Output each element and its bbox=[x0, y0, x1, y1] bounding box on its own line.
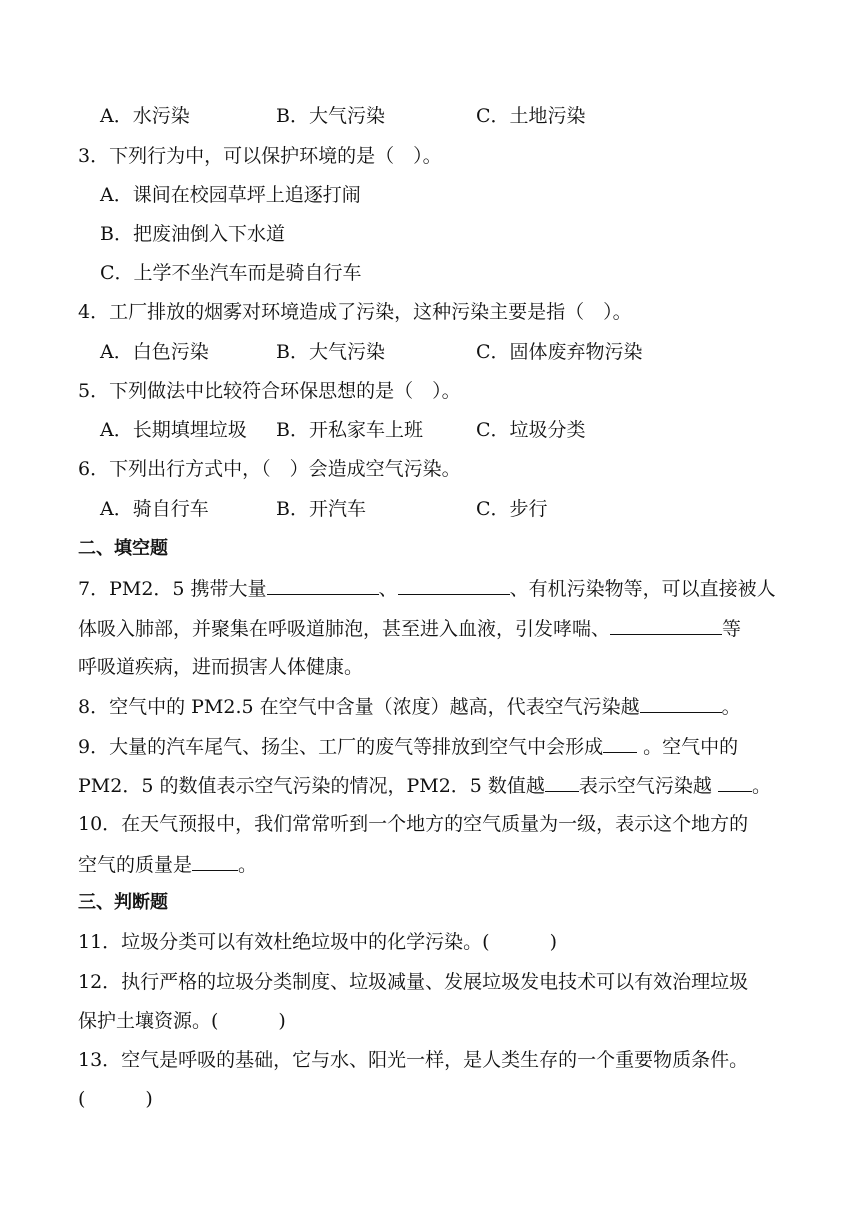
q3-option-c: C．上学不坐汽车而是骑自行车 bbox=[100, 262, 362, 284]
q7-line2 bbox=[78, 616, 788, 641]
q10-blank[interactable] bbox=[192, 852, 238, 871]
q9-text-line2c: 。 bbox=[751, 775, 771, 797]
q5-option-a: A．长期填埋垃圾 bbox=[100, 419, 247, 441]
q2-option-b: B．大气污染 bbox=[276, 105, 385, 127]
q13-line2 bbox=[78, 1087, 788, 1111]
q7-text-line2a: 体吸入肺部，并聚集在呼吸道肺泡，甚至进入血液，引发哮喘、 bbox=[78, 618, 611, 640]
q4-option-a: A．白色污染 bbox=[100, 341, 209, 363]
section-heading-judgment: 三、判断题 bbox=[78, 892, 168, 913]
q12-text-a: 保护土壤资源。( bbox=[78, 1010, 219, 1032]
q3-option-b: B．把废油倒入下水道 bbox=[100, 223, 285, 245]
q9-line1 bbox=[78, 734, 788, 759]
q8-line bbox=[78, 694, 788, 719]
q4-option-c: C．固体废弃物污染 bbox=[476, 341, 643, 363]
q7-blank-2[interactable] bbox=[398, 576, 510, 595]
q7-text-c: 、有机污染物等，可以直接被人 bbox=[509, 578, 776, 600]
q4-stem: 4．工厂排放的烟雾对环境造成了污染，这种污染主要是指（ ）。 bbox=[78, 301, 632, 323]
q2-option-c: C．土地污染 bbox=[476, 105, 586, 127]
q9-text-a: 9．大量的汽车尾气、扬尘、工厂的废气等排放到空气中会形成 bbox=[78, 736, 604, 758]
q9-text-line2a: PM2．5 的数值表示空气污染的情况，PM2．5 数值越 bbox=[78, 775, 545, 797]
q7-blank-1[interactable] bbox=[267, 576, 379, 595]
q12-line2 bbox=[78, 1009, 788, 1033]
q5-stem: 5．下列做法中比较符合环保思想的是（ ）。 bbox=[78, 380, 461, 402]
q13-text-a: ( bbox=[78, 1088, 86, 1110]
q9-blank-3[interactable] bbox=[718, 773, 752, 792]
q10-text-a: 空气的质量是 bbox=[78, 854, 193, 876]
q5-option-c: C．垃圾分类 bbox=[476, 419, 586, 441]
q9-blank-2[interactable] bbox=[545, 773, 579, 792]
q8-blank[interactable] bbox=[640, 694, 722, 713]
q9-line2 bbox=[78, 773, 788, 798]
section-heading-fill-in: 二、填空题 bbox=[78, 538, 168, 559]
q7-text-a: 7．PM2．5 携带大量 bbox=[78, 578, 267, 600]
q11-line bbox=[78, 930, 788, 954]
q6-stem: 6．下列出行方式中，（ ）会造成空气污染。 bbox=[78, 458, 461, 480]
q6-option-b: B．开汽车 bbox=[276, 498, 366, 520]
q7-text-line2b: 等 bbox=[722, 618, 742, 640]
q10-line2 bbox=[78, 852, 788, 877]
q7-blank-3[interactable] bbox=[610, 616, 722, 635]
q9-blank-1[interactable] bbox=[603, 734, 637, 753]
q10-line1: 10．在天气预报中，我们常常听到一个地方的空气质量为一级，表示这个地方的 bbox=[78, 813, 749, 835]
q9-text-line2b: 表示空气污染越 bbox=[578, 775, 712, 797]
q7-line3: 呼吸道疾病，进而损害人体健康。 bbox=[78, 656, 364, 678]
q7-text-b: 、 bbox=[378, 578, 398, 600]
q7-line1 bbox=[78, 576, 788, 601]
q12-text-b: ) bbox=[278, 1010, 286, 1032]
q8-text-a: 8．空气中的 PM2.5 在空气中含量（浓度）越高，代表空气污染越 bbox=[78, 696, 640, 718]
q12-line1: 12．执行严格的垃圾分类制度、垃圾减量、发展垃圾发电技术可以有效治理垃圾 bbox=[78, 971, 749, 993]
q6-option-c: C．步行 bbox=[476, 498, 548, 520]
q3-option-a: A．课间在校园草坪上追逐打闹 bbox=[100, 184, 361, 206]
q10-text-b: 。 bbox=[238, 854, 258, 876]
q5-option-b: B．开私家车上班 bbox=[276, 419, 423, 441]
q6-option-a: A．骑自行车 bbox=[100, 498, 209, 520]
q13-text-b: ) bbox=[145, 1088, 153, 1110]
q11-text-b: ) bbox=[549, 931, 558, 953]
q2-option-a: A．水污染 bbox=[100, 105, 190, 127]
q11-text-a: 11．垃圾分类可以有效杜绝垃圾中的化学污染。( bbox=[78, 931, 490, 953]
q9-text-b: 。空气中的 bbox=[643, 736, 739, 758]
q8-text-b: 。 bbox=[721, 696, 741, 718]
q13-line1: 13．空气是呼吸的基础，它与水、阳光一样，是人类生存的一个重要物质条件。 bbox=[78, 1049, 749, 1071]
q4-option-b: B．大气污染 bbox=[276, 341, 385, 363]
q3-stem: 3．下列行为中，可以保护环境的是（ ）。 bbox=[78, 145, 442, 167]
